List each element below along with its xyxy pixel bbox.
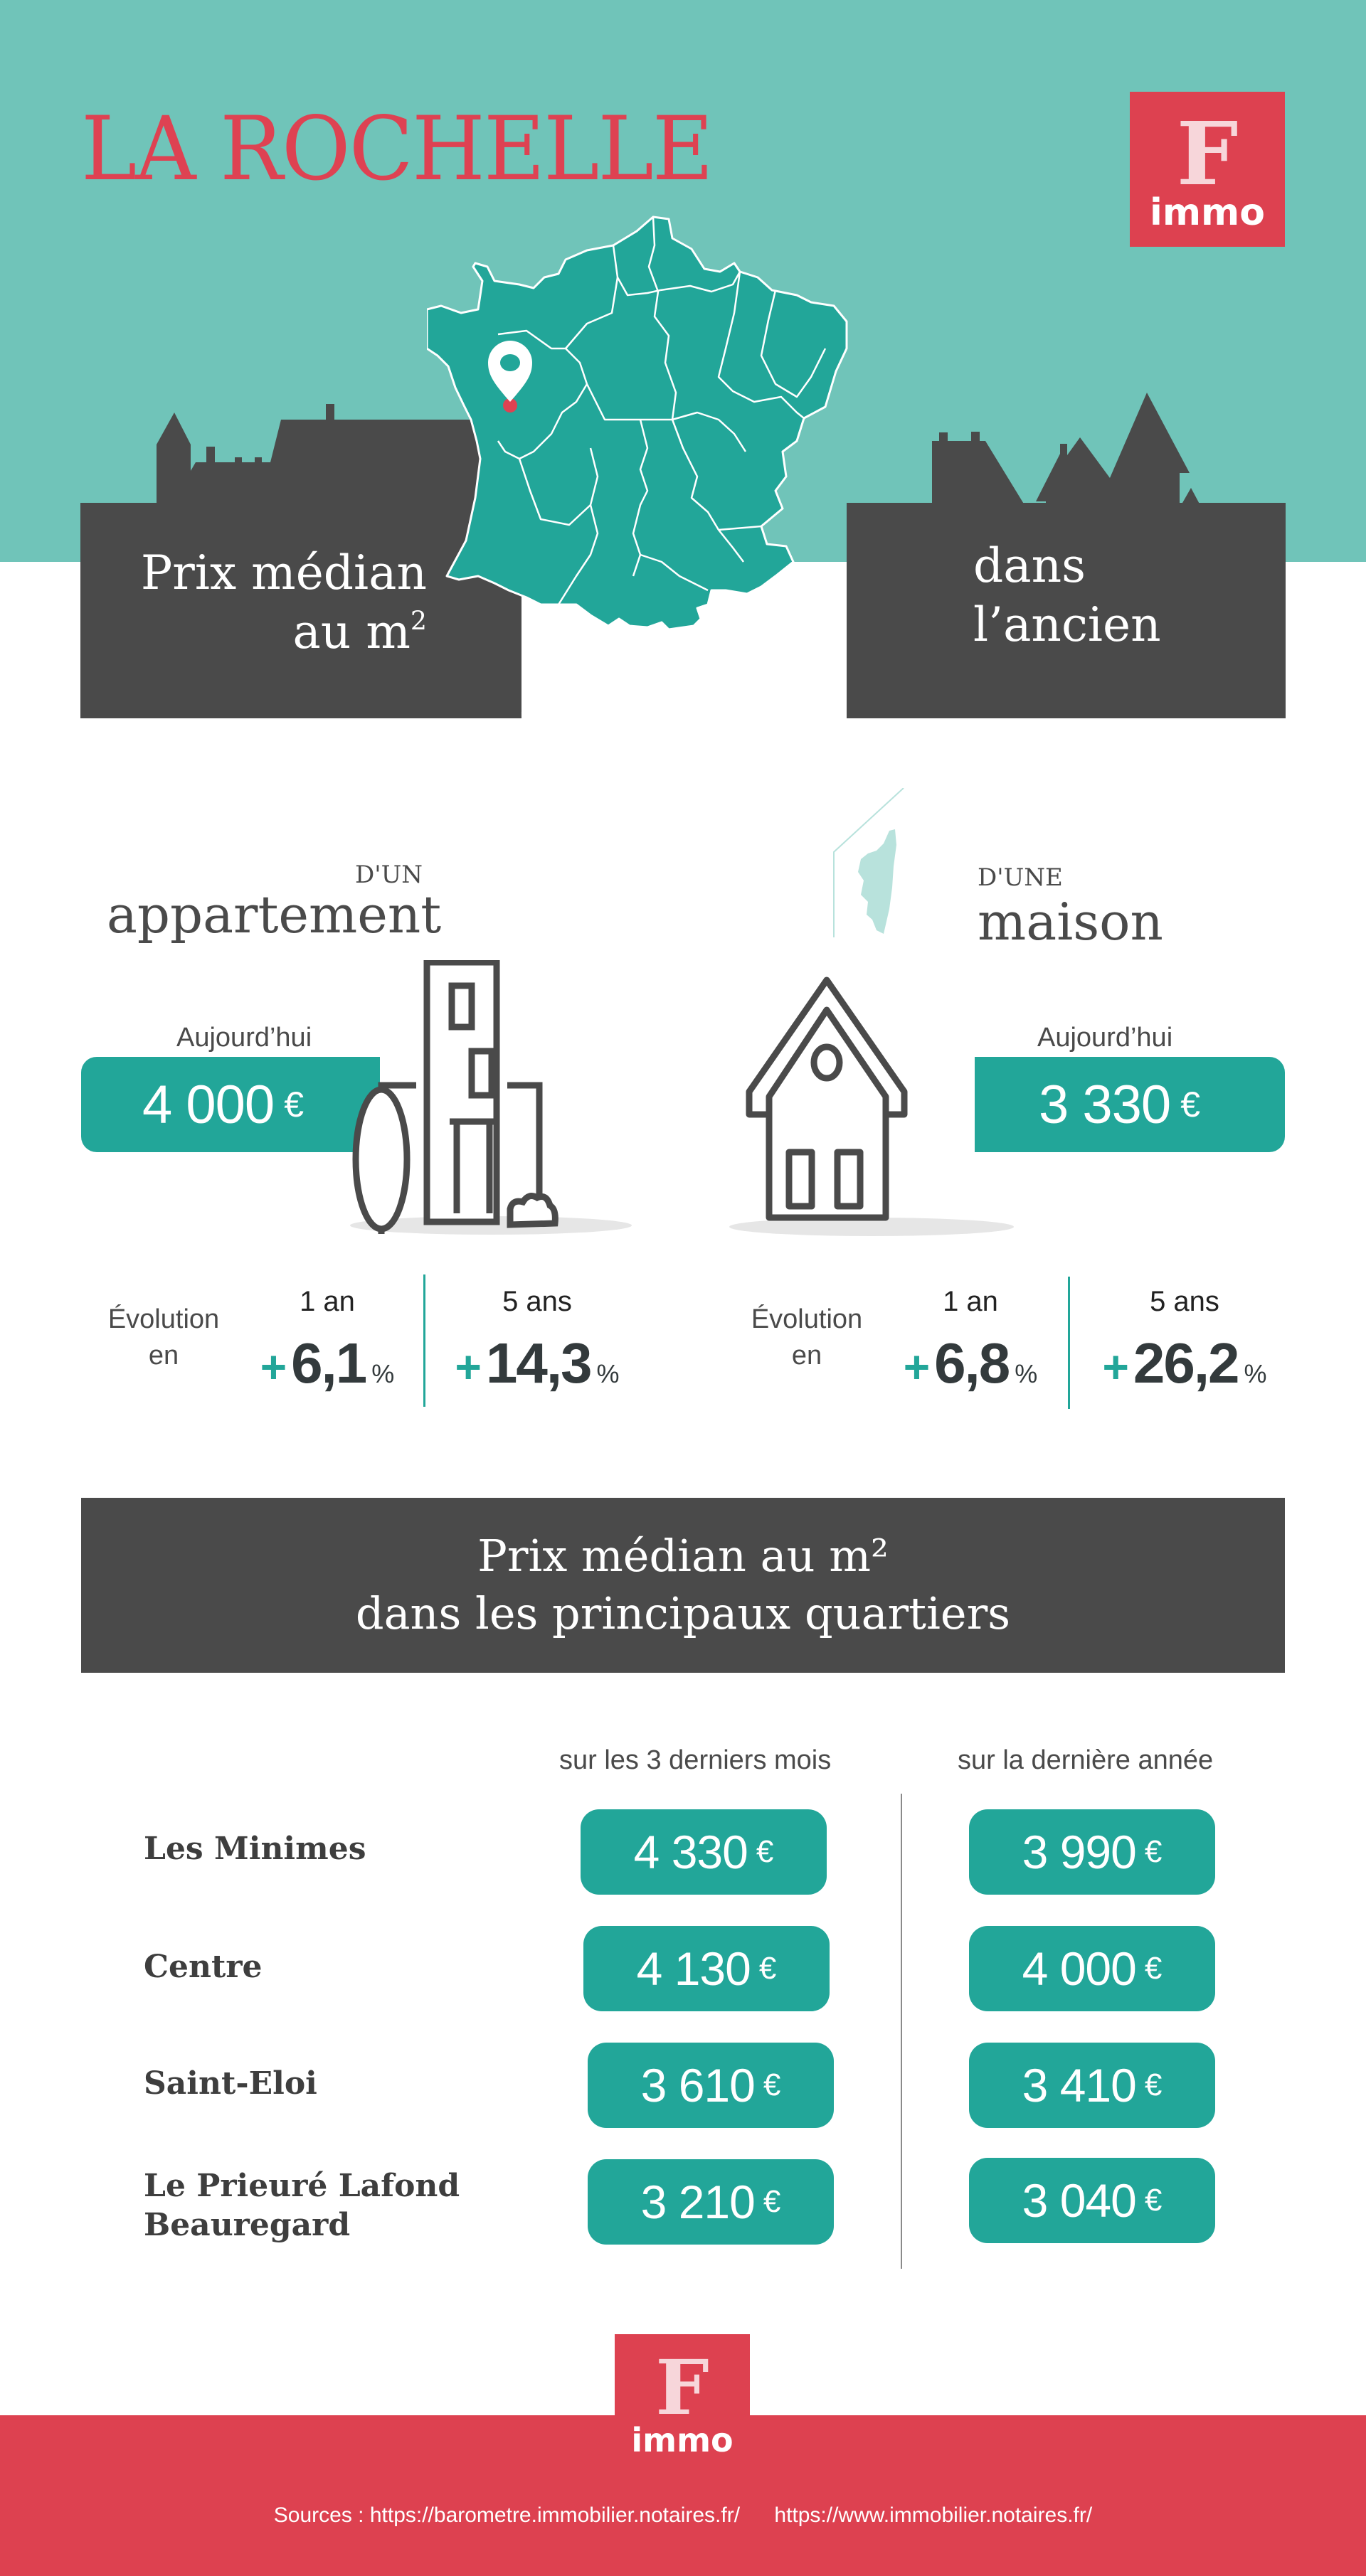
evolution-value: 6,1: [291, 1331, 366, 1395]
logo-wordmark: immo: [1150, 191, 1265, 234]
banner-right-line2: l’ancien: [973, 597, 1161, 652]
divider: [423, 1274, 425, 1407]
logo-letter: F: [1176, 102, 1239, 205]
quartier-price-last-year: 4 000 €: [969, 1926, 1215, 2011]
apartment-today-label: Aujourd’hui: [176, 1023, 312, 1053]
apartment-price-pill: [81, 1057, 380, 1152]
apartment-kicker: D'UN: [354, 861, 423, 889]
column-header-last-year: sur la dernière année: [958, 1745, 1214, 1775]
plus-icon: +: [455, 1341, 482, 1393]
quartier-name: Le Prieuré Lafond Beauregard: [144, 2168, 460, 2243]
apartment-evolution-1y: [242, 1286, 413, 1396]
quartier-price-last-year: 3 990 €: [969, 1809, 1215, 1895]
column-header-3-months: sur les 3 derniers mois: [559, 1745, 832, 1775]
percent-sign: %: [1244, 1359, 1267, 1388]
evolution-value: 26,2: [1133, 1331, 1239, 1395]
logo-wordmark: immo: [631, 2421, 734, 2459]
divider: [1068, 1277, 1070, 1409]
plus-icon: +: [1102, 1341, 1129, 1393]
figaro-immo-logo[interactable]: [1130, 92, 1285, 247]
france-map-icon: [427, 206, 968, 846]
plus-icon: +: [903, 1341, 931, 1393]
apartment-price-currency: €: [284, 1085, 304, 1124]
evolution-period: 1 an: [300, 1286, 355, 1317]
banner-left-line2: au $m^2$: [292, 604, 427, 659]
house-price-value: 3 330: [1039, 1074, 1171, 1135]
house-icon: [722, 960, 1021, 1245]
house-price-currency: €: [1180, 1085, 1200, 1124]
quartier-price-last-year: 3 040 €: [969, 2158, 1215, 2243]
banner-left-text: [92, 544, 427, 661]
house-price-pill: [975, 1057, 1285, 1152]
banner-right-text: [973, 537, 1258, 654]
house-title: maison: [978, 892, 1163, 952]
logo-letter: F: [655, 2343, 709, 2432]
quartiers-title-line2: dans les principaux quartiers: [355, 1587, 1011, 1639]
city-title: LA ROCHELLE: [81, 97, 712, 201]
figaro-immo-logo-footer[interactable]: [615, 2334, 750, 2469]
plus-icon: +: [260, 1341, 287, 1393]
house-today-label: Aujourd’hui: [1037, 1023, 1173, 1053]
source-link-2[interactable]: https://www.immobilier.notaires.fr/: [774, 2503, 1093, 2527]
evolution-value: 6,8: [934, 1331, 1010, 1395]
quartiers-banner: [81, 1498, 1285, 1673]
quartier-price-3-months: 3 210 €: [588, 2159, 834, 2245]
quartier-name: Les Minimes: [144, 1831, 366, 1867]
banner-right-line1: dans: [973, 538, 1086, 593]
quartier-price-last-year: 3 410 €: [969, 2043, 1215, 2128]
quartiers-title-line1: Prix médian au m²: [477, 1530, 889, 1582]
apartment-evolution-label: Évolution en: [107, 1304, 220, 1371]
quartier-name: Saint-Eloi: [144, 2065, 317, 2102]
apartment-building-icon: [342, 960, 640, 1245]
apartment-evolution-5y: [441, 1286, 633, 1396]
sources: [0, 2503, 1366, 2528]
column-divider: [901, 1794, 902, 2269]
house-kicker: D'UNE: [978, 863, 1063, 892]
house-evolution-label: Évolution en: [751, 1304, 863, 1371]
apartment-title: appartement: [107, 885, 442, 944]
evolution-period: 1 an: [943, 1286, 998, 1317]
house-evolution-1y: [885, 1286, 1056, 1396]
evolution-value: 14,3: [485, 1331, 591, 1395]
percent-sign: %: [371, 1359, 395, 1388]
quartier-price-3-months: 4 330 €: [581, 1809, 827, 1895]
source-link-1[interactable]: Sources : https://barometre.immobilier.notaires.fr/: [273, 2503, 741, 2527]
quartier-price-3-months: 3 610 €: [588, 2043, 834, 2128]
house-evolution-5y: [1081, 1286, 1288, 1396]
corsica-inset-icon: [832, 788, 911, 937]
percent-sign: %: [596, 1359, 620, 1388]
banner-left-line1: Prix médian: [140, 545, 427, 600]
percent-sign: %: [1015, 1359, 1038, 1388]
evolution-period: 5 ans: [502, 1286, 572, 1317]
apartment-price-value: 4 000: [142, 1074, 275, 1135]
quartier-price-3-months: 4 130 €: [583, 1926, 830, 2011]
evolution-period: 5 ans: [1150, 1286, 1219, 1317]
quartier-name: Centre: [144, 1949, 263, 1985]
